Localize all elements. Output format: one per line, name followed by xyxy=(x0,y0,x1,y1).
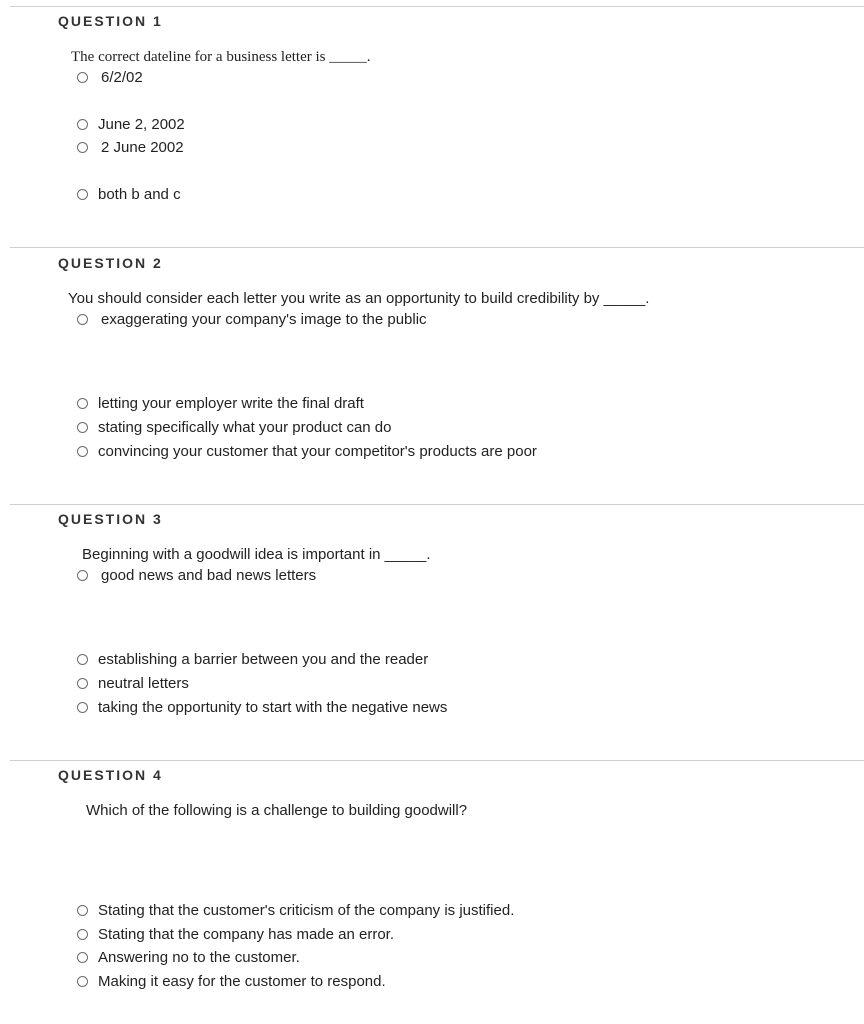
answer-option[interactable] xyxy=(77,114,185,134)
question-prompt: You should consider each letter you write as an opportunity to build credibility by _____. xyxy=(68,290,650,307)
answer-label: stating specifically what your product can do xyxy=(98,418,392,436)
question-divider xyxy=(10,504,864,505)
radio-button[interactable] xyxy=(77,446,88,457)
answer-option[interactable] xyxy=(77,697,447,717)
radio-button[interactable] xyxy=(77,398,88,409)
question-prompt: Which of the following is a challenge to building goodwill? xyxy=(86,802,468,819)
radio-button[interactable] xyxy=(77,702,88,713)
radio-button[interactable] xyxy=(77,422,88,433)
answer-option[interactable] xyxy=(77,441,537,461)
question-divider xyxy=(10,247,864,248)
answer-label: Stating that the customer's criticism of the company is justified. xyxy=(98,901,515,919)
radio-button[interactable] xyxy=(77,905,88,916)
answer-label: Making it easy for the customer to respond. xyxy=(98,972,386,990)
answer-option[interactable] xyxy=(77,649,428,669)
answer-label: neutral letters xyxy=(98,674,189,692)
answer-option[interactable] xyxy=(77,924,394,944)
question-heading: QUESTION 4 xyxy=(58,767,163,783)
answer-option[interactable] xyxy=(77,565,316,585)
radio-button[interactable] xyxy=(77,570,88,581)
answer-label: Stating that the company has made an error. xyxy=(98,925,395,943)
answer-label: 6/2/02 xyxy=(101,68,143,86)
question-heading: QUESTION 2 xyxy=(58,255,163,271)
answer-option[interactable] xyxy=(77,137,184,157)
answer-option[interactable] xyxy=(77,417,392,437)
radio-button[interactable] xyxy=(77,119,88,130)
answer-label: 2 June 2002 xyxy=(101,138,184,156)
question-prompt: Beginning with a goodwill idea is important in _____. xyxy=(82,546,431,563)
radio-button[interactable] xyxy=(77,678,88,689)
radio-button[interactable] xyxy=(77,142,88,153)
answer-label: letting your employer write the final draft xyxy=(98,394,364,412)
answer-option[interactable] xyxy=(77,900,514,920)
answer-option[interactable] xyxy=(77,67,143,87)
radio-button[interactable] xyxy=(77,189,88,200)
question-divider xyxy=(10,6,864,7)
radio-button[interactable] xyxy=(77,976,88,987)
answer-label: convincing your customer that your competitor's products are poor xyxy=(98,442,537,460)
radio-button[interactable] xyxy=(77,314,88,325)
radio-button[interactable] xyxy=(77,72,88,83)
radio-button[interactable] xyxy=(77,929,88,940)
question-heading: QUESTION 3 xyxy=(58,511,163,527)
question-divider xyxy=(10,760,864,761)
answer-label: both b and c xyxy=(98,185,181,203)
answer-label: establishing a barrier between you and the reader xyxy=(98,650,429,668)
answer-label: taking the opportunity to start with the negative news xyxy=(98,698,448,716)
answer-option[interactable] xyxy=(77,309,427,329)
question-heading: QUESTION 1 xyxy=(58,13,163,29)
answer-option[interactable] xyxy=(77,673,189,693)
answer-label: Answering no to the customer. xyxy=(98,948,300,966)
answer-label: good news and bad news letters xyxy=(101,566,317,584)
answer-option[interactable] xyxy=(77,184,181,204)
answer-label: exaggerating your company's image to the public xyxy=(101,310,427,328)
answer-option[interactable] xyxy=(77,947,300,967)
question-prompt: The correct dateline for a business letter is _____. xyxy=(71,49,371,65)
answer-option[interactable] xyxy=(77,971,386,991)
radio-button[interactable] xyxy=(77,952,88,963)
answer-label: June 2, 2002 xyxy=(98,115,185,133)
answer-option[interactable] xyxy=(77,393,364,413)
radio-button[interactable] xyxy=(77,654,88,665)
